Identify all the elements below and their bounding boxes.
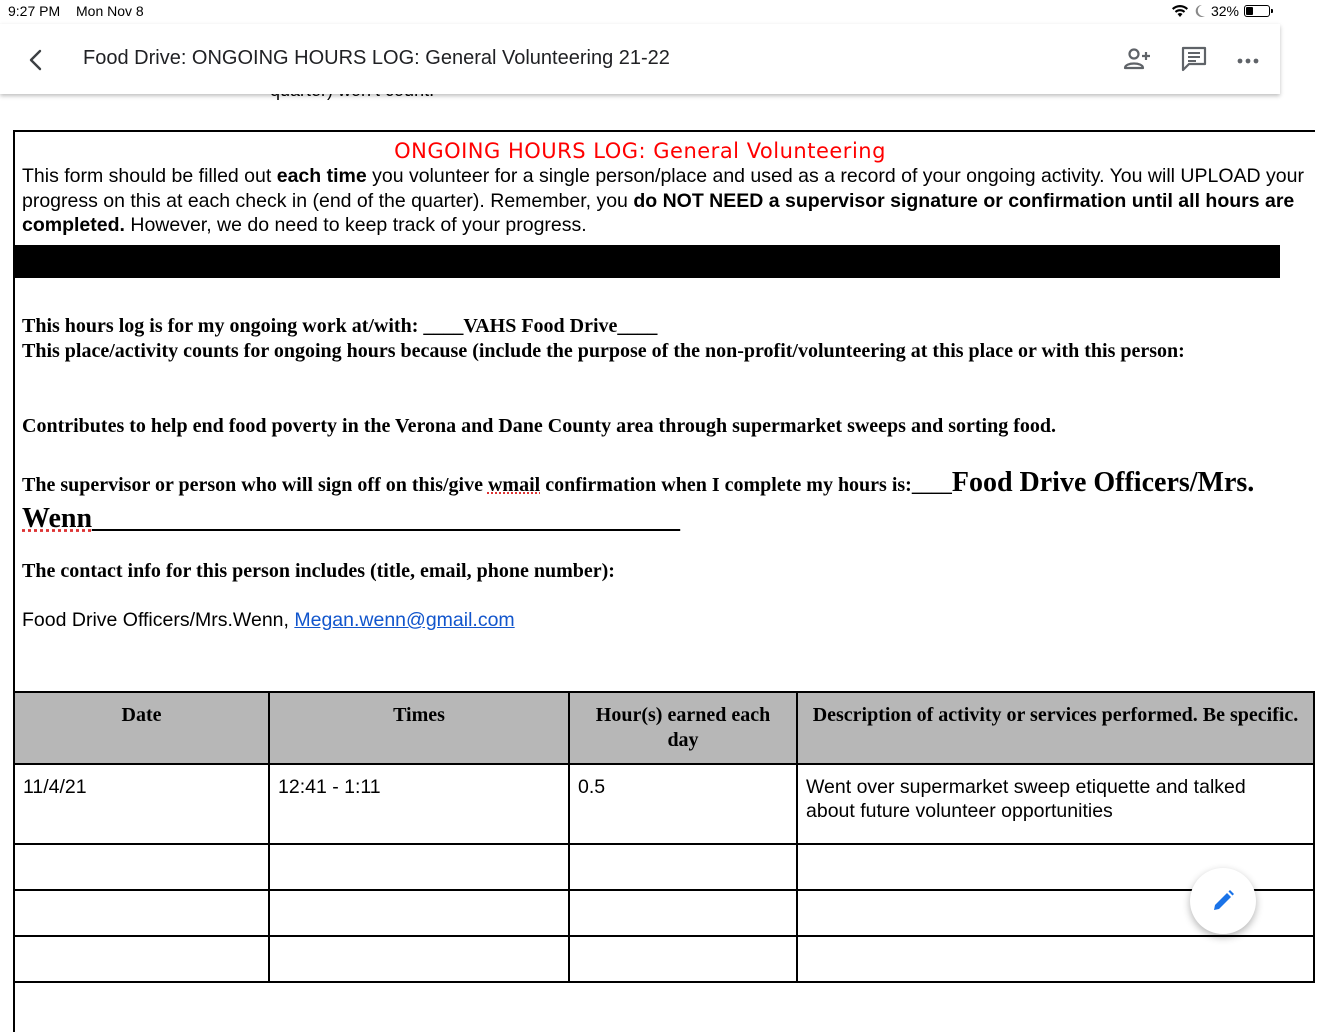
cell[interactable] [797, 936, 1314, 982]
status-date: Mon Nov 8 [76, 3, 144, 19]
header-description: Description of activity or services performed. Be specific. [797, 692, 1314, 764]
cell-hours[interactable]: 0.5 [569, 764, 797, 844]
intro-bold-2: do NOT NEED a supervisor signature or confirmation until all hours are completed. [22, 189, 1295, 236]
intro-bold-1: each time [276, 165, 367, 187]
app-bar [0, 24, 1280, 94]
supervisor-prompt-a: The supervisor or person who will sign off on this/give [22, 474, 488, 496]
intro-text-3: However, we do need to keep track of your progress. [124, 214, 587, 236]
supervisor-prompt-word: wmail [487, 474, 541, 496]
header-times: Times [269, 692, 569, 764]
contact-text: Food Drive Officers/Mrs.Wenn, [22, 609, 295, 631]
supervisor-section [22, 466, 1272, 538]
cell[interactable] [14, 936, 269, 982]
black-divider [15, 245, 1280, 278]
intro-text-2: you volunteer for a single person/place and used as a record of your ongoing activity. You will UPLOAD your progress on this at each check in (end of the quarter). Remember, you [22, 165, 1304, 212]
contact-line [22, 609, 515, 632]
table-row[interactable] [14, 764, 1314, 844]
cell-times[interactable]: 12:41 - 1:11 [269, 764, 569, 844]
cell[interactable] [269, 890, 569, 936]
cell[interactable] [14, 890, 269, 936]
purpose-answer: Contributes to help end food poverty in the Verona and Dane County area through supermarket sweeps and sorting food. [22, 415, 1056, 437]
document-body[interactable] [0, 94, 1304, 960]
supervisor-prompt-b: confirmation when I complete my hours is:____ [540, 474, 952, 496]
back-arrow-icon[interactable] [22, 46, 50, 74]
hours-table [13, 691, 1315, 983]
comment-icon[interactable] [1180, 45, 1208, 73]
header-date: Date [14, 692, 269, 764]
purpose-prompt: This place/activity counts for ongoing hours because (include the purpose of the non-profit/volunteering at this place or with this person: [22, 340, 1185, 362]
table-row[interactable] [14, 844, 1314, 890]
table-row[interactable] [14, 936, 1314, 982]
form-intro [22, 164, 1322, 238]
moon-icon [1194, 4, 1206, 18]
status-bar [0, 0, 1280, 24]
hours-log-line: This hours log is for my ongoing work at/with: ____VAHS Food Drive____ [22, 315, 658, 337]
supervisor-name: Wenn [22, 503, 93, 534]
contact-prompt: The contact info for this person includes (title, email, phone number): [22, 560, 615, 582]
header-hours: Hour(s) earned each day [569, 692, 797, 764]
cell[interactable] [569, 844, 797, 890]
cell[interactable] [14, 844, 269, 890]
table-header-row [14, 692, 1314, 764]
intro-text-1: This form should be filled out [22, 165, 277, 187]
form-title: ONGOING HOURS LOG: General Volunteering [394, 139, 886, 163]
battery-icon [1244, 5, 1270, 17]
battery-percent: 32% [1210, 3, 1239, 19]
cell[interactable] [269, 844, 569, 890]
document-title: Food Drive: ONGOING HOURS LOG: General Volunteering 21-22 [83, 47, 670, 69]
contact-email-link[interactable]: Megan.wenn@gmail.com [294, 609, 515, 631]
status-time: 9:27 PM [8, 3, 61, 19]
cell[interactable] [269, 936, 569, 982]
pencil-icon [1210, 888, 1236, 914]
edit-button[interactable] [1190, 868, 1256, 934]
wifi-icon [1171, 4, 1189, 18]
cell[interactable] [569, 890, 797, 936]
supervisor-blank: __________________________________________ [92, 503, 681, 534]
more-options-icon[interactable] [1236, 47, 1260, 71]
app-bar-actions [1122, 44, 1260, 74]
status-right [1171, 3, 1270, 19]
add-person-icon[interactable] [1122, 44, 1152, 74]
hours-log-section [22, 314, 1272, 364]
supervisor-answer: Food Drive Officers/Mrs. [951, 467, 1255, 498]
table-row[interactable] [14, 890, 1314, 936]
cell-date[interactable]: 11/4/21 [14, 764, 269, 844]
cell-description[interactable]: Went over supermarket sweep etiquette and talked about future volunteer opportunities [797, 764, 1314, 844]
cell[interactable] [569, 936, 797, 982]
